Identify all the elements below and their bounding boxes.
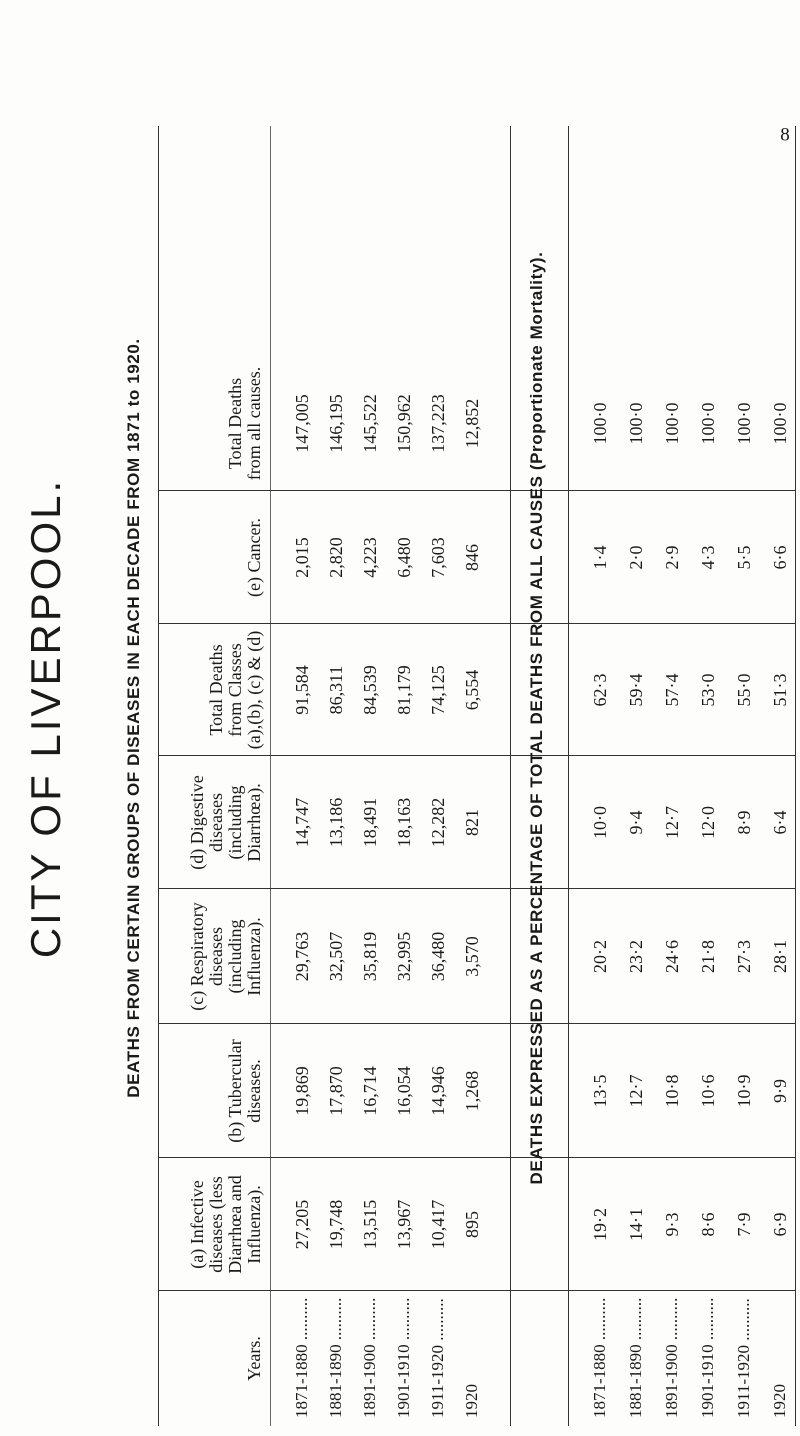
percent-cell-c: 20·2	[590, 940, 610, 973]
percent-cell-d: 12·7	[662, 806, 682, 839]
percent-cell-d: 9·4	[626, 810, 646, 835]
header-label-a: (a) Infective diseases (less Diarrhœa and Influenza).	[187, 1175, 265, 1274]
percent-cell-e: 5·5	[734, 545, 754, 570]
header-label-d: (d) Digestive diseases (including Diarrhœa).	[187, 775, 265, 870]
deaths-cell-c: 32,507	[326, 931, 346, 982]
percent-cell-years: 1881-1890 ..........	[626, 1297, 645, 1418]
top-rule	[158, 126, 159, 1426]
percent-cell-total_all: 100·0	[626, 402, 646, 445]
deaths-cell-c: 3,570	[462, 936, 482, 977]
deaths-cell-total_all: 146,195	[326, 394, 346, 453]
deaths-cell-years: 1911-1920 ..........	[428, 1298, 447, 1418]
deaths-cell-c: 35,819	[360, 931, 380, 982]
percent-cell-a: 6·9	[770, 1212, 790, 1237]
percent-cell-d: 6·4	[770, 810, 790, 835]
percent-cell-c: 28·1	[770, 940, 790, 973]
percent-cell-years: 1871-1880 ..........	[590, 1297, 609, 1418]
table-title: DEATHS FROM CERTAIN GROUPS OF DISEASES IN EACH DECADE FROM 1871 to 1920.	[124, 338, 143, 1098]
percent-cell-e: 2·9	[662, 545, 682, 570]
deaths-cell-c: 29,763	[292, 931, 312, 982]
deaths-cell-total_all: 137,223	[428, 394, 448, 453]
column-divider	[158, 490, 795, 491]
percent-cell-years: 1901-1910 ..........	[698, 1297, 717, 1418]
header-total_all	[168, 362, 264, 485]
deaths-cell-e: 4,223	[360, 537, 380, 578]
deaths-cell-b: 19,869	[292, 1066, 312, 1116]
header-label-total_abcd: Total Deaths from Classes (a),(b), (c) & (d)	[206, 630, 265, 750]
percent-cell-a: 9·3	[662, 1212, 682, 1237]
percent-cell-b: 10·9	[734, 1074, 754, 1108]
header-divider	[270, 126, 271, 1426]
deaths-cell-a: 13,515	[360, 1199, 380, 1250]
deaths-cell-e: 2,015	[292, 537, 312, 578]
percent-cell-e: 4·3	[698, 545, 718, 570]
header-a	[168, 1164, 264, 1285]
header-years	[168, 1297, 264, 1420]
deaths-cell-e: 846	[462, 544, 482, 571]
deaths-cell-total_abcd: 6,554	[462, 669, 482, 711]
bottom-rule	[795, 126, 796, 1426]
deaths-cell-d: 821	[462, 809, 482, 836]
percent-cell-years: 1920	[770, 1384, 789, 1418]
percent-cell-years: 1891-1900 ..........	[662, 1297, 681, 1418]
header-c	[168, 895, 264, 1018]
deaths-cell-c: 36,480	[428, 931, 448, 982]
percent-cell-e: 1·4	[590, 545, 610, 570]
percent-cell-total_abcd: 57·4	[662, 673, 682, 707]
deaths-cell-a: 27,205	[292, 1199, 312, 1250]
column-divider	[158, 1023, 795, 1024]
deaths-cell-d: 18,491	[360, 797, 380, 848]
deaths-cell-total_abcd: 91,584	[292, 665, 312, 715]
percent-cell-b: 13·5	[590, 1074, 610, 1108]
percent-cell-d: 12·0	[698, 806, 718, 839]
deaths-cell-total_all: 150,962	[394, 394, 414, 453]
percent-cell-total_abcd: 59·4	[626, 673, 646, 707]
deaths-cell-total_all: 147,005	[292, 394, 312, 453]
header-total_abcd	[168, 630, 264, 750]
percent-cell-b: 9·9	[770, 1079, 790, 1103]
column-divider	[158, 888, 795, 889]
middle-rule	[510, 126, 511, 1426]
percent-cell-a: 8·6	[698, 1212, 718, 1237]
middle-rule-2	[568, 126, 569, 1426]
page-number: 8	[780, 124, 790, 146]
deaths-cell-b: 14,946	[428, 1066, 448, 1116]
header-label-years: Years.	[244, 1336, 265, 1381]
header-label-e: (e) Cancer.	[244, 518, 265, 597]
percent-cell-c: 23·2	[626, 940, 646, 973]
deaths-cell-a: 13,967	[394, 1199, 414, 1250]
percent-cell-a: 19·2	[590, 1208, 610, 1241]
deaths-cell-total_abcd: 81,179	[394, 665, 414, 715]
header-b	[168, 1030, 264, 1152]
percent-cell-d: 10·0	[590, 806, 610, 839]
page-title: CITY OF LIVERPOOL.	[22, 477, 69, 959]
deaths-cell-years: 1901-1910 ..........	[394, 1297, 413, 1418]
percent-cell-c: 21·8	[698, 940, 718, 973]
percent-cell-total_all: 100·0	[590, 402, 610, 445]
percent-cell-e: 2·0	[626, 545, 646, 570]
column-divider	[158, 623, 795, 624]
header-label-total_all: Total Deaths from all causes.	[225, 366, 265, 481]
deaths-cell-b: 1,268	[462, 1070, 482, 1112]
deaths-cell-total_abcd: 86,311	[326, 665, 346, 715]
header-label-c: (c) Respiratory diseases (including Influenza).	[187, 902, 265, 1011]
percent-cell-c: 24·6	[662, 940, 682, 973]
deaths-cell-total_abcd: 84,539	[360, 665, 380, 715]
percent-cell-total_abcd: 51·3	[770, 673, 790, 707]
deaths-cell-a: 895	[462, 1211, 482, 1238]
percent-cell-b: 10·8	[662, 1074, 682, 1108]
percent-cell-d: 8·9	[734, 810, 754, 835]
deaths-cell-years: 1871-1880 ..........	[292, 1297, 311, 1418]
deaths-cell-e: 7,603	[428, 537, 448, 578]
deaths-cell-a: 19,748	[326, 1199, 346, 1250]
deaths-cell-total_all: 145,522	[360, 394, 380, 453]
percent-cell-total_abcd: 62·3	[590, 673, 610, 707]
percent-cell-a: 14·1	[626, 1208, 646, 1241]
deaths-cell-e: 2,820	[326, 537, 346, 578]
percent-cell-b: 10·6	[698, 1074, 718, 1108]
deaths-cell-total_all: 12,852	[462, 398, 482, 449]
deaths-cell-b: 17,870	[326, 1066, 346, 1116]
deaths-cell-years: 1891-1900 ..........	[360, 1297, 379, 1418]
percent-cell-c: 27·3	[734, 940, 754, 973]
percent-cell-total_all: 100·0	[734, 402, 754, 445]
column-divider	[158, 1157, 795, 1158]
percent-cell-total_abcd: 53·0	[698, 673, 718, 707]
percent-cell-a: 7·9	[734, 1212, 754, 1237]
column-divider	[158, 755, 795, 756]
percent-cell-e: 6·6	[770, 545, 790, 570]
percent-cell-total_all: 100·0	[770, 402, 790, 445]
deaths-cell-d: 14,747	[292, 797, 312, 848]
deaths-cell-a: 10,417	[428, 1199, 448, 1250]
deaths-cell-c: 32,995	[394, 931, 414, 982]
percentage-section-title: DEATHS EXPRESSED AS A PERCENTAGE OF TOTAL DEATHS FROM ALL CAUSES (Proportionate Mortality).	[527, 251, 546, 1185]
deaths-cell-d: 12,282	[428, 797, 448, 848]
deaths-cell-d: 18,163	[394, 797, 414, 848]
deaths-cell-years: 1881-1890 ..........	[326, 1297, 345, 1418]
percent-cell-total_all: 100·0	[698, 402, 718, 445]
header-d	[168, 762, 264, 883]
deaths-cell-years: 1920	[462, 1384, 481, 1418]
deaths-cell-e: 6,480	[394, 537, 414, 578]
deaths-cell-b: 16,714	[360, 1066, 380, 1116]
deaths-cell-total_abcd: 74,125	[428, 665, 448, 715]
percent-cell-total_all: 100·0	[662, 402, 682, 445]
percent-cell-total_abcd: 55·0	[734, 673, 754, 707]
percent-cell-b: 12·7	[626, 1074, 646, 1108]
header-label-b: (b) Tubercular diseases.	[225, 1039, 265, 1143]
deaths-cell-d: 13,186	[326, 797, 346, 848]
percent-cell-years: 1911-1920 ..........	[734, 1298, 753, 1418]
column-divider	[158, 1290, 795, 1291]
header-e	[168, 497, 264, 618]
deaths-cell-b: 16,054	[394, 1066, 414, 1116]
